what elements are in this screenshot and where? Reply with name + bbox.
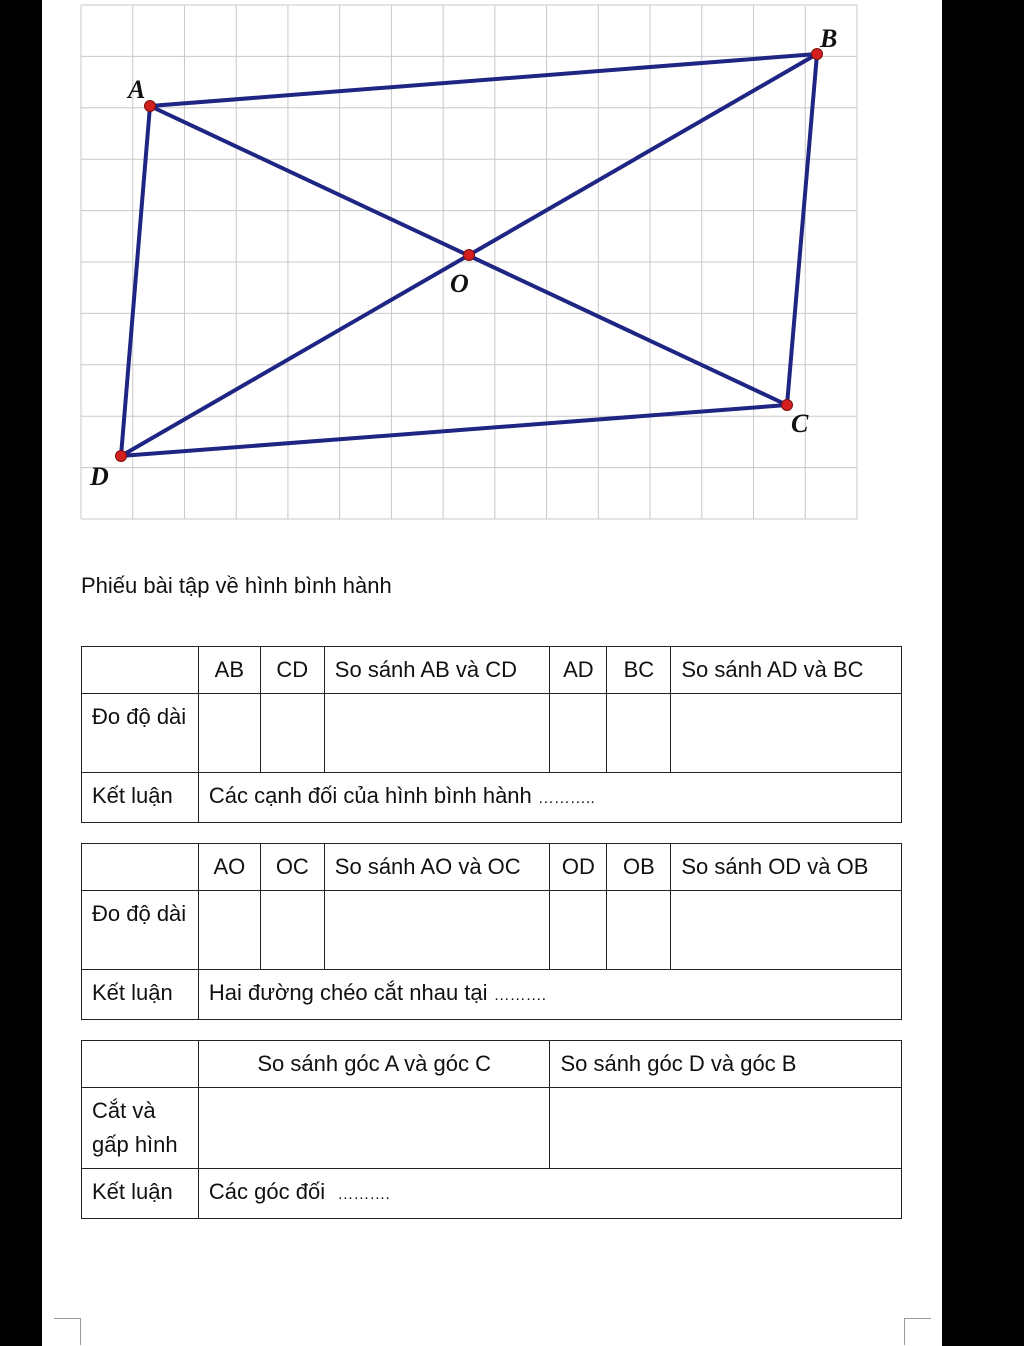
- table2-header-blank: [82, 844, 199, 891]
- table1-header-bc: BC: [607, 647, 671, 694]
- table2-cell-compare-od-ob[interactable]: [671, 891, 902, 970]
- margin-corner-left: [54, 1318, 81, 1345]
- label-D: D: [90, 462, 109, 491]
- table1-header-compare-ad-bc: So sánh AD và BC: [671, 647, 902, 694]
- point-D: [116, 451, 127, 462]
- table2-cell-ao[interactable]: [198, 891, 260, 970]
- angles-table: [81, 1040, 902, 1219]
- table2-header-compare-od-ob: So sánh OD và OB: [671, 844, 902, 891]
- table1-header-ab: AB: [198, 647, 260, 694]
- table1-cell-ab[interactable]: [198, 694, 260, 773]
- table2-header-od: OD: [550, 844, 607, 891]
- point-A: [145, 101, 156, 112]
- side-da: [121, 106, 150, 456]
- table1-conclusion-dots: ………..: [537, 790, 595, 807]
- table2-conclusion-dots: ……….: [493, 987, 547, 1004]
- table1-row-label: Đo độ dài: [82, 694, 199, 773]
- point-O: [464, 250, 475, 261]
- table2-cell-od[interactable]: [550, 891, 607, 970]
- table1-cell-compare-ad-bc[interactable]: [671, 694, 902, 773]
- sides-table: [81, 646, 902, 823]
- table1-header-ad: AD: [550, 647, 607, 694]
- table2-header-ao: AO: [198, 844, 260, 891]
- table1-conclusion-label: Kết luận: [82, 773, 199, 823]
- table2-header-ob: OB: [607, 844, 671, 891]
- table2-conclusion[interactable]: [198, 970, 901, 1020]
- table1-conclusion[interactable]: [198, 773, 901, 823]
- table3-conclusion-dots: ……….: [337, 1186, 390, 1203]
- table1-header-blank: [82, 647, 199, 694]
- side-cd: [121, 405, 787, 456]
- table1-cell-compare-ab-cd[interactable]: [324, 694, 550, 773]
- table2-conclusion-label: Kết luận: [82, 970, 199, 1020]
- table1-cell-cd[interactable]: [260, 694, 324, 773]
- table3-header-compare-d-b: So sánh góc D và góc B: [550, 1041, 902, 1088]
- table3-cell-compare-d-b[interactable]: [550, 1088, 902, 1169]
- table2-cell-oc[interactable]: [260, 891, 324, 970]
- table3-conclusion[interactable]: [198, 1169, 901, 1219]
- diagonals-table: [81, 843, 902, 1020]
- table1-header-cd: CD: [260, 647, 324, 694]
- table3-conclusion-label: Kết luận: [82, 1169, 199, 1219]
- margin-corner-right: [904, 1318, 931, 1345]
- table1-header-compare-ab-cd: So sánh AB và CD: [324, 647, 550, 694]
- table3-header-blank: [82, 1041, 199, 1088]
- label-O: O: [450, 269, 469, 298]
- table3-row-label: Cắt và gấp hình: [82, 1088, 199, 1169]
- table3-header-compare-a-c: So sánh góc A và góc C: [198, 1041, 550, 1088]
- worksheet-title: Phiếu bài tập về hình bình hành: [81, 573, 392, 598]
- side-bc: [787, 54, 817, 405]
- table2-header-oc: OC: [260, 844, 324, 891]
- table2-cell-compare-ao-oc[interactable]: [324, 891, 550, 970]
- table3-cell-compare-a-c[interactable]: [198, 1088, 550, 1169]
- table1-cell-ad[interactable]: [550, 694, 607, 773]
- side-ab: [150, 54, 817, 106]
- table2-header-compare-ao-oc: So sánh AO và OC: [324, 844, 550, 891]
- table2-cell-ob[interactable]: [607, 891, 671, 970]
- label-C: C: [791, 409, 809, 438]
- table1-cell-bc[interactable]: [607, 694, 671, 773]
- parallelogram-figure: [42, 0, 942, 530]
- table3-conclusion-text: Các góc đối: [208, 1179, 326, 1204]
- table1-conclusion-text: Các cạnh đối của hình bình hành: [208, 783, 532, 808]
- table2-row-label: Đo độ dài: [82, 891, 199, 970]
- label-A: A: [128, 75, 146, 104]
- label-B: B: [820, 24, 838, 53]
- document-page: [42, 0, 942, 1346]
- table2-conclusion-text: Hai đường chéo cắt nhau tại: [208, 980, 488, 1005]
